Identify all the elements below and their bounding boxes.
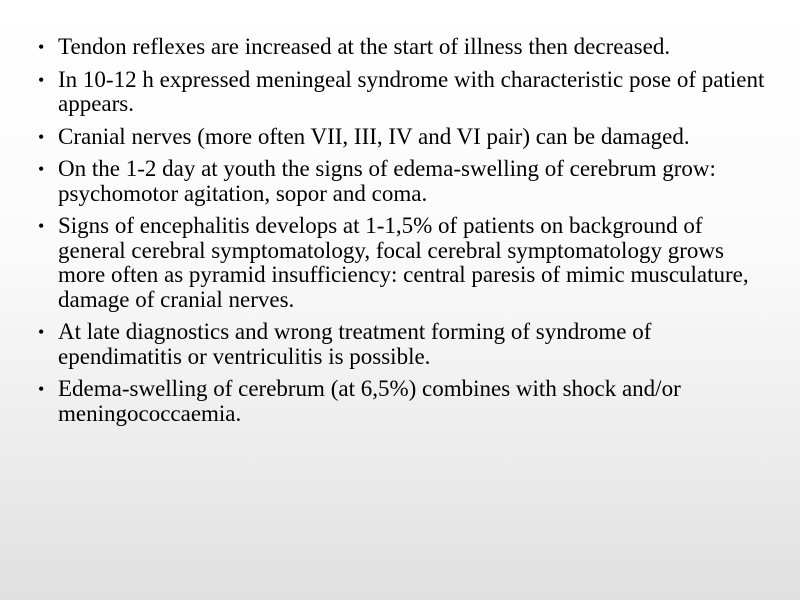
bullet-icon: • bbox=[38, 379, 45, 399]
bullet-icon: • bbox=[38, 159, 45, 179]
bullet-text: Cranial nerves (more often VII, III, IV and VI pair) can be damaged. bbox=[58, 123, 690, 149]
bullet-text: In 10-12 h expressed meningeal syndrome with characteristic pose of patient appears. bbox=[58, 66, 765, 116]
bullet-icon: • bbox=[38, 216, 45, 236]
bullet-item bbox=[38, 68, 768, 117]
bullet-item bbox=[38, 157, 768, 206]
bullet-icon: • bbox=[38, 69, 45, 90]
bullet-item bbox=[38, 125, 768, 150]
bullet-item bbox=[38, 35, 768, 60]
bullet-text: On the 1-2 day at youth the signs of edema-swelling of cerebrum grow: psychomotor agitation, sopor and coma. bbox=[58, 156, 716, 206]
bullet-icon: • bbox=[38, 126, 45, 147]
bullet-icon: • bbox=[38, 37, 45, 57]
bullet-text: Edema-swelling of cerebrum (at 6,5%) combines with shock and/or meningococcaemia. bbox=[58, 376, 681, 426]
bullet-list bbox=[38, 35, 768, 434]
bullet-text: At late diagnostics and wrong treatment forming of syndrome of ependimatitis or ventriculitis is possible. bbox=[58, 319, 652, 369]
bullet-item bbox=[38, 377, 768, 426]
bullet-text: Tendon reflexes are increased at the start of illness then decreased. bbox=[58, 34, 671, 59]
bullet-item bbox=[38, 214, 768, 312]
bullet-item bbox=[38, 320, 768, 369]
bullet-text: Signs of encephalitis develops at 1-1,5% of patients on background of general cerebral symptomatology, focal cerebral symptomatology grows more often as pyramid insufficiency: central paresis of mimic musculature, damage of cranial nerves. bbox=[58, 213, 749, 312]
bullet-icon: • bbox=[38, 322, 45, 342]
